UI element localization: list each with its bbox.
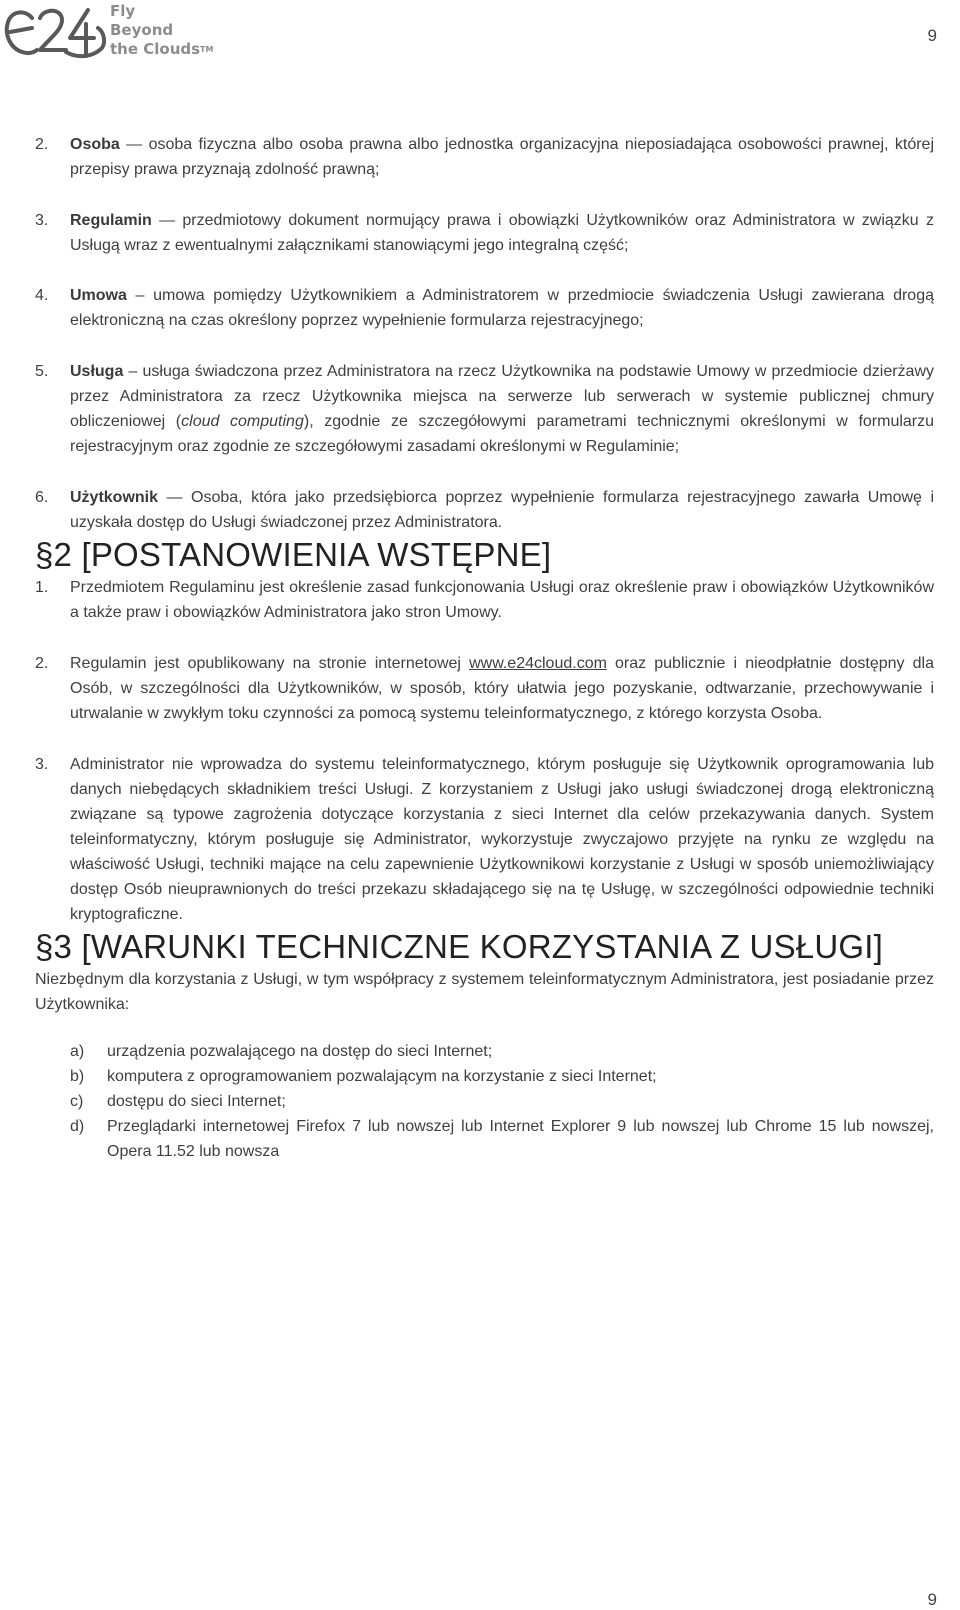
item-letter: a): [70, 1043, 85, 1060]
trademark-symbol: TM: [200, 45, 214, 54]
item-text: Przeglądarki internetowej Firefox 7 lub nowszej lub Internet Explorer 9 lub nowszej lub Chrome 15 lub nowszej, Opera 11.52 lub nowsza: [107, 1118, 934, 1160]
definition-dash: —: [158, 489, 191, 506]
definition-item: [35, 208, 934, 258]
requirement-item: [35, 1064, 934, 1089]
definition-term: Umowa: [70, 287, 127, 304]
item-number: 6.: [35, 489, 49, 506]
tagline-line-1: Fly: [110, 2, 136, 20]
definition-text: usługa świadczona przez Administratora na rzecz Użytkownika na podstawie Umowy w przedmiocie dzierżawy przez Administratora za rzecz Użytkownika miejsca na serwerze lub serwerach w systemie publicznej chmury obliczeniowej (: [70, 363, 934, 430]
item-number: 3.: [35, 756, 49, 773]
section-3-heading: §3 [WARUNKI TECHNICZNE KORZYSTANIA Z USŁUGI]: [35, 928, 883, 965]
item-number: 2.: [35, 136, 49, 153]
item-text: urządzenia pozwalającego na dostęp do sieci Internet;: [107, 1043, 493, 1060]
item-text: oraz publicznie i nieodpłatnie dostępny dla Osób, w szczególności dla Użytkowników, w sposób, który ułatwia jego pozyskanie, odtwarzanie, przechowywanie i utrwalanie w zwykłym toku czynności za pomocą systemu teleinformatycznego, z którego korzysta Osoba.: [70, 655, 934, 722]
item-number: 4.: [35, 287, 49, 304]
logo-tagline: [110, 2, 213, 59]
definition-text: ), zgodnie ze szczegółowymi parametrami technicznymi określonymi w formularzu rejestracyjnym oraz zgodnie ze szczegółowymi zasadami określonymi w Regulaminie;: [70, 413, 935, 455]
definition-term: Osoba: [70, 136, 120, 153]
section-2-heading: §2 [POSTANOWIENIA WSTĘPNE]: [35, 536, 552, 573]
section-3-intro: Niezbędnym dla korzystania z Usługi, w tym współpracy z systemem teleinformatycznym Administratora, jest posiadanie przez Użytkownika:: [35, 971, 934, 1013]
list-item: [35, 752, 934, 927]
item-number: 3.: [35, 212, 49, 229]
definition-dash: –: [123, 363, 143, 380]
document-body: [35, 132, 934, 1164]
list-item: [35, 575, 934, 625]
list-item: [35, 651, 934, 726]
definition-text: przedmiotowy dokument normujący prawa i obowiązki Użytkowników oraz Administratora w związku z Usługą wraz z ewentualnymi załącznikami stanowiącymi jego integralną część;: [70, 212, 934, 254]
definition-item: [35, 359, 934, 459]
definition-text: Osoba, która jako przedsiębiorca poprzez wypełnienie formularza rejestracyjnego zawarła Umowę i uzyskała dostęp do Usługi świadczonej przez Administratora.: [70, 489, 935, 531]
definition-text: umowa pomiędzy Użytkownikiem a Administratorem w przedmiocie świadczenia Usługi zawierana drogą elektroniczną na czas określony poprzez wypełnienie formularza rejestracyjnego;: [70, 287, 935, 329]
requirement-item: [35, 1089, 934, 1114]
page-number-top: 9: [927, 26, 937, 45]
item-number: 1.: [35, 579, 49, 596]
item-number: 5.: [35, 363, 49, 380]
definition-item: [35, 283, 934, 333]
definition-text: osoba fizyczna albo osoba prawna albo jednostka organizacyjna nieposiadająca osobowości prawnej, której przepisy prawa przyznają zdolność prawną;: [70, 136, 935, 178]
definition-text-italic: cloud computing: [181, 413, 304, 430]
definition-term: Użytkownik: [70, 489, 159, 506]
definition-item: [35, 132, 934, 182]
item-text: Przedmiotem Regulaminu jest określenie zasad funkcjonowania Usługi oraz określenie praw i obowiązków Użytkowników a także praw i obowiązków Administratora jako stron Umowy.: [70, 579, 934, 621]
page-number-bottom: 9: [927, 1590, 937, 1609]
item-letter: c): [70, 1093, 84, 1110]
item-text: Administrator nie wprowadza do systemu teleinformatycznego, którym posługuje się Użytkownik oprogramowania lub danych niebędących składnikiem treści Usługi. Z korzystaniem z Usługi jako usługi świadczonej drogą elektroniczną związane są typowe zagrożenia dotyczące korzystania z sieci Internet dla celów przekazywania danych. System teleinformatyczny, którym posługuje się Administrator, wykorzystuje zwyczajowo przyjęte na rynku ze względu na właściwość Usługi, techniki mające na celu zapewnienie Użytkownikowi korzystanie z Usługi w sposób uniemożliwiający dostęp Osób nieuprawnionych do treści przekazu składającego się na tę Usługę, w szczególności odpowiednie techniki kryptograficzne.: [70, 756, 934, 923]
requirement-item: [35, 1114, 934, 1164]
tagline-line-3: the Clouds: [110, 40, 201, 58]
definition-dash: —: [151, 212, 183, 229]
item-text: dostępu do sieci Internet;: [107, 1093, 286, 1110]
definition-dash: —: [119, 136, 149, 153]
item-letter: b): [70, 1068, 85, 1085]
section-2-list: [35, 575, 934, 927]
website-link[interactable]: www.e24cloud.com: [469, 655, 607, 672]
e24-cloud-logo-icon: [2, 0, 106, 60]
company-logo: [2, 0, 212, 62]
definition-dash: –: [126, 287, 154, 304]
requirements-list: [35, 1039, 934, 1164]
definitions-list: [35, 132, 934, 535]
definition-term: Usługa: [70, 363, 124, 380]
requirement-item: [35, 1039, 934, 1064]
item-letter: d): [70, 1118, 85, 1135]
item-number: 2.: [35, 655, 49, 672]
item-text: Regulamin jest opublikowany na stronie internetowej: [70, 655, 470, 672]
tagline-line-2: Beyond: [110, 21, 174, 39]
item-text: komputera z oprogramowaniem pozwalającym na korzystanie z sieci Internet;: [107, 1068, 657, 1085]
definition-item: [35, 485, 934, 535]
definition-term: Regulamin: [70, 212, 152, 229]
